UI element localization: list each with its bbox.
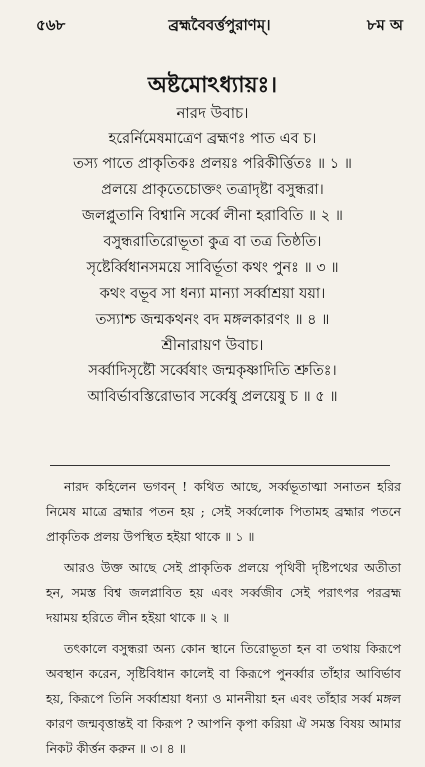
chapter-title: অষ্টমোঽধ্যায়ঃ। xyxy=(147,72,278,98)
verse-line: তস্য পাতে প্রাকৃতিকঃ প্রলয়ঃ পরিকীর্ত্তিতঃ ॥ ১ ॥ xyxy=(73,156,352,172)
verse-line: হরের্নিমেষমাত্রেণ ব্রহ্মণঃ পাত এব চ। xyxy=(108,131,317,147)
verse-line: প্রলয়ে প্রাকৃতেচোক্তং তত্রাদৃষ্টা বসুন্ধরা। xyxy=(101,182,324,198)
verse-line: বসুন্ধরাতিরোভূতা কুত্র বা তত্র তিষ্ঠতি। xyxy=(103,234,322,250)
verse-line: কথং বভূব সা ধন্যা মান্যা সর্ব্বাশ্রয়া যয়া। xyxy=(99,286,326,302)
speaker-narada: নারদ উবাচ। xyxy=(176,104,249,122)
verse-line: আবির্ভাবস্তিরোভাব সর্ব্বেষু প্রলয়েষু চ ॥ ৫ ॥ xyxy=(87,389,338,405)
translation-paragraph: আরও উক্ত আছে সেই প্রাকৃতিক প্রলয়ে পৃথিবী দৃষ্টিপথের অতীতা হন, সমস্ত বিশ্ব জলপ্লাবিত হয় এবং সর্ব্বজীব সেই পরাৎপর পরব্রহ্ম দয়াময় হরিতে লীন হইয়া থাকে ॥ ২ ॥ xyxy=(46,560,401,625)
section-divider xyxy=(50,465,390,466)
verse-line: সর্ব্বাদিসৃষ্টৌ সর্ব্বেষাং জন্মকৃষ্ণাদিতি শ্রুতিঃ। xyxy=(88,363,337,379)
book-title: ব্রহ্মবৈবর্ত্তপুরাণম্। xyxy=(168,16,271,34)
chapter-label: ৮ম অ xyxy=(366,16,403,34)
page-number: ৫৬৮ xyxy=(36,16,66,34)
page-header xyxy=(36,14,403,38)
verse-line: তস্যাশ্চ জন্মকথনং বদ মঙ্গলকারণং ॥ ৪ ॥ xyxy=(95,312,330,328)
translation-paragraph: নারদ কহিলেন ভগবন্‌ ! কথিত আছে, সর্ব্বভূতাত্মা সনাতন হরির নিমেষ মাত্রে ব্রহ্মার পতন হয় ; সেই সর্ব্বলোক পিতামহ ব্রহ্মার পতনে প্রাকৃতিক প্রলয় উপস্থিত হইয়া থাকে ॥ ১ ॥ xyxy=(46,479,401,544)
speaker-narayana: শ্রীনারায়ণ উবাচ। xyxy=(161,336,264,354)
translation-text xyxy=(46,474,401,767)
verse-line: জলপ্লুতানি বিশ্বানি সর্ব্বে লীনা হরাবিতি ॥ ২ ॥ xyxy=(82,208,343,224)
translation-paragraph: তৎকালে বসুন্ধরা অন্য কোন স্থানে তিরোভূতা হন বা তথায় কিরূপে অবস্থান করেন, সৃষ্টিবিধান কালেই বা কিরূপে পুনর্ব্বার তাঁহার আবির্ভাব হয়, কিরূপে তিনি সর্ব্বাশ্রয়া ধন্যা ও মাননীয়া হন এবং তাঁহার সর্ব্ব মঙ্গল কারণ জন্মবৃত্তান্তই বা কিরূপ ? আপনি কৃপা করিয়া ঐ সমস্ত বিষয় আমার নিকট কীর্ত্তন করুন ॥ ৩। ৪ ॥ xyxy=(46,641,401,756)
verse-line: সৃষ্টের্ব্বিধানসময়ে সাবির্ভূতা কথং পুনঃ ॥ ৩ ॥ xyxy=(86,260,339,276)
